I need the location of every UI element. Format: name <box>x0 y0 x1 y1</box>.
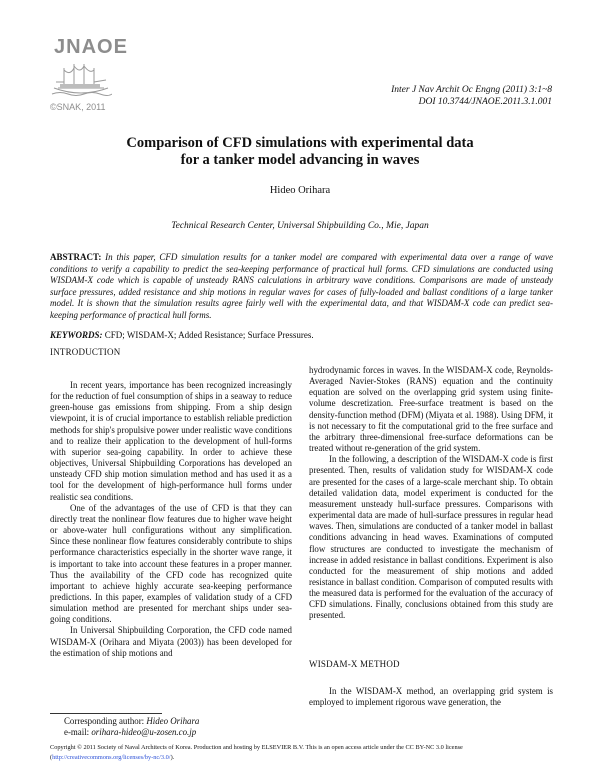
abstract-text: In this paper, CFD simulation results for a tanker model are compared with experimental data over a range of wave conditions to verify a capability to predict the sea-keeping performance of practical hull forms. CFD simulations are conducted using WISDAM-X code which is capable of unsteady RANS calculations in arbitrary wave conditions. Comparisons are made of unsteady surface pressures, added resistance and ship motions in regular waves for cases of fully-loaded and ballast conditions of a large tanker model. It is shown that the simulation results agree fairly well with the experimental data, and that WISDAM-X code can predict sea-keeping performance of practical hull forms. <box>50 252 554 320</box>
copyright-notice <box>50 743 560 763</box>
wisdam-text: In the WISDAM-X method, an overlapping grid system is employed to implement rigorous wave generation, the <box>309 686 553 708</box>
copyright-line-2 <box>50 753 560 763</box>
intro-paragraph-2: One of the advantages of the use of CFD is that they can directly treat the nonlinear flow features due to higher wave height or above-water hull configurations without any simplification. Since these nonlinear flow features considerably contribute to ships performance characteristics especially in the shorter wave range, it is important to take into account these features in a proper manner. Thus the availability of the CFD code has recognized quite important to achieve highly accurate sea-keeping performance predictions. In this paper, examples of validation study of a CFD simulation method are presented for merchant ships under sea-going conditions. <box>50 502 292 625</box>
footnote-divider <box>50 713 162 714</box>
intro-paragraph-1: In recent years, importance has been recognized increasingly for the reduction of fuel consumption of ships in a seaway to reduce green-house gas emissions from shipping. From a ship design viewpoint, it is of crucial importance to establish reliable prediction methods for ship's propulsive power under realistic wave conditions and to realize their application to the development of hull-forms with superior sea-going capability. In order to achieve these objectives, Universal Shipbuilding Corporations has developed an unsteady CFD ship motion simulation method and has used it as a tool for the development of high-performance hull forms under realistic sea conditions. <box>50 380 292 502</box>
left-column <box>50 380 292 659</box>
footnote-line-2 <box>64 727 199 738</box>
logo-copyright: ©SNAK, 2011 <box>50 102 106 112</box>
right-paragraph-2: In the following, a description of the WISDAM-X code is first presented. Then, results of validation study for WISDAM-X code are presented for the cases of a large-scale merchant ship. To obtain detailed validation data, model experiment is conducted for the measurement unsteady hull-surface pressures. Comparisons with experimental data are made of hull-surface pressures in regular head waves. Then, simulations are conducted of a tanker model in ballast conditions advancing in head waves. Examinations of computed flow structures are conducted to investigate the mechanism of increase in added resistance in ballast conditions. Experiment is also conducted for the measurement of ship motions and added resistance in ballast condition. Comparison of computed results with the measured data is performed for the evaluation of the accuracy of CFD simulations. Finally, conclusions obtained from this study are presented. <box>309 454 553 621</box>
copyright-line-1: Copyright © 2011 Society of Naval Architects of Korea. Production and hosting by ELSEVIER B.V. This is an open access article under the CC BY-NC 3.0 license <box>50 744 463 751</box>
logo-wordmark: JNAOE <box>54 36 128 58</box>
keywords <box>50 330 553 340</box>
section-heading-introduction: INTRODUCTION <box>50 347 121 357</box>
abstract <box>50 252 553 321</box>
license-link-open: ( <box>50 754 53 761</box>
section-heading-wisdam-x: WISDAM-X METHOD <box>309 659 400 669</box>
journal-logo <box>50 36 130 116</box>
author-affiliation: Technical Research Center, Universal Shipbuilding Co., Mie, Japan <box>171 221 429 231</box>
footnote-line-1 <box>64 716 199 727</box>
paper-title <box>60 135 540 169</box>
title-line-1: Comparison of CFD simulations with experimental data <box>126 135 474 151</box>
intro-paragraph-3: In Universal Shipbuilding Corporation, the CFD code named WISDAM-X (Orihara and Miyata (2003)) has been developed for the estimation of ship motions and <box>50 625 292 658</box>
title-line-2: for a tanker model advancing in waves <box>180 152 420 168</box>
keywords-label: KEYWORDS: <box>50 330 103 340</box>
ship-emblem-icon <box>50 58 112 100</box>
footnote-author-name: Hideo Orihara <box>146 716 200 726</box>
footnote-email: orihara-hideo@u-zosen.co.jp <box>91 727 197 737</box>
right-paragraph-1: hydrodynamic forces in waves. In the WISDAM-X code, Reynolds-Averaged Navier-Stokes (RANS) equation and the continuity equation are solved on the overlapping grid system using finite-volume descretization. Free-surface treatment is based on the density-function method (DFM) (Miyata et al. 1988). Using DFM, it is not necessary to fit the computational grid to the free surface and the arbitrary three-dimensional free-surface deformations can be treated without re-generation of the grid system. <box>309 365 553 454</box>
footnote-author-label: Corresponding author: <box>64 716 147 726</box>
journal-citation: Inter J Nav Archit Oc Engng (2011) 3:1~8 <box>391 85 552 95</box>
right-column <box>309 365 553 622</box>
journal-doi: DOI 10.3744/JNAOE.2011.3.1.001 <box>418 97 552 107</box>
license-link-close: ). <box>170 754 175 761</box>
author-name: Hideo Orihara <box>269 185 331 196</box>
abstract-label: ABSTRACT: <box>50 252 102 262</box>
corresponding-author-footnote <box>64 716 199 738</box>
keywords-text: CFD; WISDAM-X; Added Resistance; Surface Pressures. <box>104 330 314 340</box>
license-link[interactable]: http://creativecommons.org/licenses/by-nc/3.0/ <box>52 754 171 761</box>
wisdam-paragraph <box>309 686 553 708</box>
footnote-email-label: e-mail: <box>64 727 92 737</box>
